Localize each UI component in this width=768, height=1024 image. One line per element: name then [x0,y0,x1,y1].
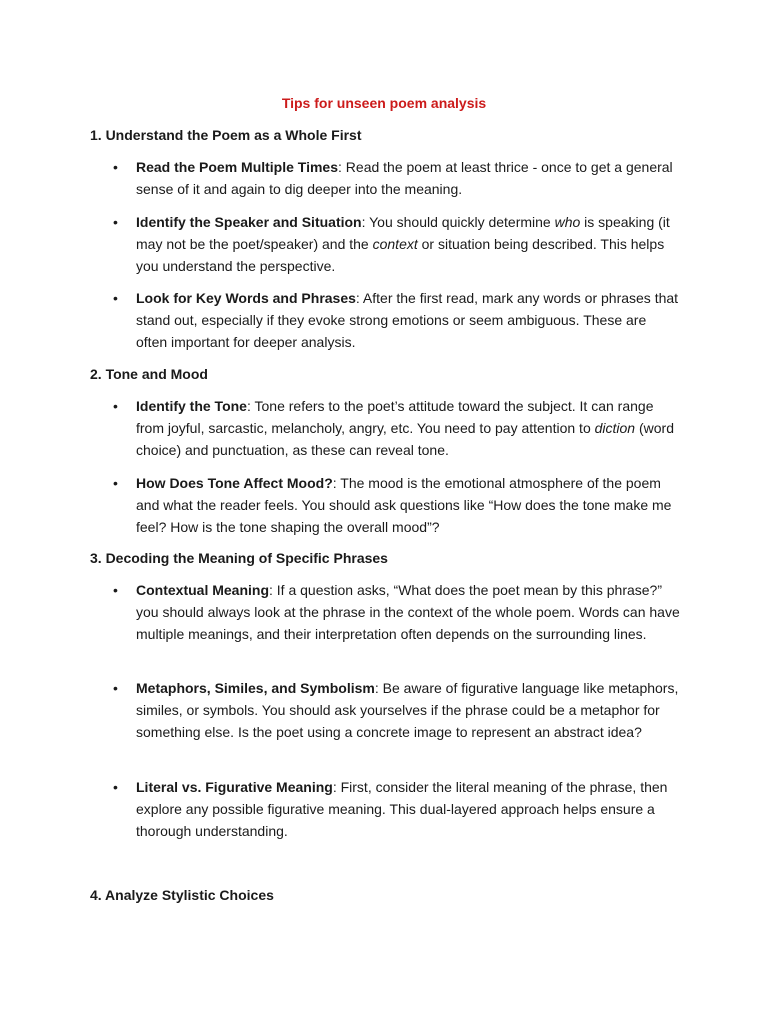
bullet-body: (word choice) and punctuation, as these can reveal tone. [136,420,674,458]
bullet-body: : You should quickly determine [361,214,555,230]
bullet-text [136,156,681,200]
bullet-bold-term: Look for Key Words and Phrases [136,290,356,306]
bullet-glyph: • [113,159,118,175]
bullet-glyph: • [113,582,118,598]
bullet-body: or situation being described. This helps you understand the perspective. [136,236,665,274]
bullet-text [136,395,681,461]
bullet-italic: context [372,236,418,252]
bullet-glyph: • [113,290,118,306]
bullet-glyph: • [113,398,118,414]
bullet-bold-term: Read the Poem Multiple Times [136,159,339,175]
bullet-body: : Be aware of figurative language like metaphors, similes, or symbols. You should ask yourselves if the phrase could be a metaphor for something else. Is the poet using a concrete image to represent an abstract idea? [136,680,679,740]
bullet-bold-term: Metaphors, Similes, and Symbolism [136,680,375,696]
section-heading-2: 2. Tone and Mood [90,366,208,382]
bullet-text [136,472,681,538]
bullet-bold-term: Identify the Speaker and Situation [136,214,362,230]
bullet-bold-term: Contextual Meaning [136,582,270,598]
bullet-glyph: • [113,214,118,230]
bullet-body: : Read the poem at least thrice - once to get a general sense of it and again to dig deeper into the meaning. [136,159,673,197]
section-heading-1: 1. Understand the Poem as a Whole First [90,127,362,143]
bullet-glyph: • [113,779,118,795]
bullet-body: : First, consider the literal meaning of the phrase, then explore any possible figurative meaning. This dual-layered approach helps ensure a thorough understanding. [136,779,668,839]
bullet-bold-term: Identify the Tone [136,398,247,414]
bullet-italic: diction [594,420,636,436]
document-title: Tips for unseen poem analysis [281,95,487,111]
section-heading-3: 3. Decoding the Meaning of Specific Phrases [90,550,388,566]
bullet-body: is speaking (it may not be the poet/speaker) and the [136,214,670,252]
bullet-bold-term: How Does Tone Affect Mood? [136,475,333,491]
bullet-bold-term: Literal vs. Figurative Meaning [136,779,333,795]
bullet-text [136,776,681,842]
bullet-italic: who [554,214,581,230]
section-heading-4: 4. Analyze Stylistic Choices [90,887,274,903]
bullet-body: : If a question asks, “What does the poet mean by this phrase?” you should always look at the phrase in the context of the whole poem. Words can have multiple meanings, and their interpretation often depends on the surrounding lines. [136,582,680,642]
bullet-body: : After the first read, mark any words or phrases that stand out, especially if they evoke strong emotions or seem ambiguous. These are often important for deeper analysis. [136,290,679,350]
bullet-body: : The mood is the emotional atmosphere of the poem and what the reader feels. You should ask questions like “How does the tone make me feel? How is the tone shaping the overall mood”? [136,475,672,535]
bullet-body: : Tone refers to the poet’s attitude toward the subject. It can range from joyful, sarcastic, melancholy, angry, etc. You need to pay attention to [136,398,654,436]
bullet-text [136,211,681,277]
bullet-text [136,287,681,353]
bullet-glyph: • [113,475,118,491]
bullet-text [136,677,681,743]
bullet-glyph: • [113,680,118,696]
bullet-text [136,579,681,645]
